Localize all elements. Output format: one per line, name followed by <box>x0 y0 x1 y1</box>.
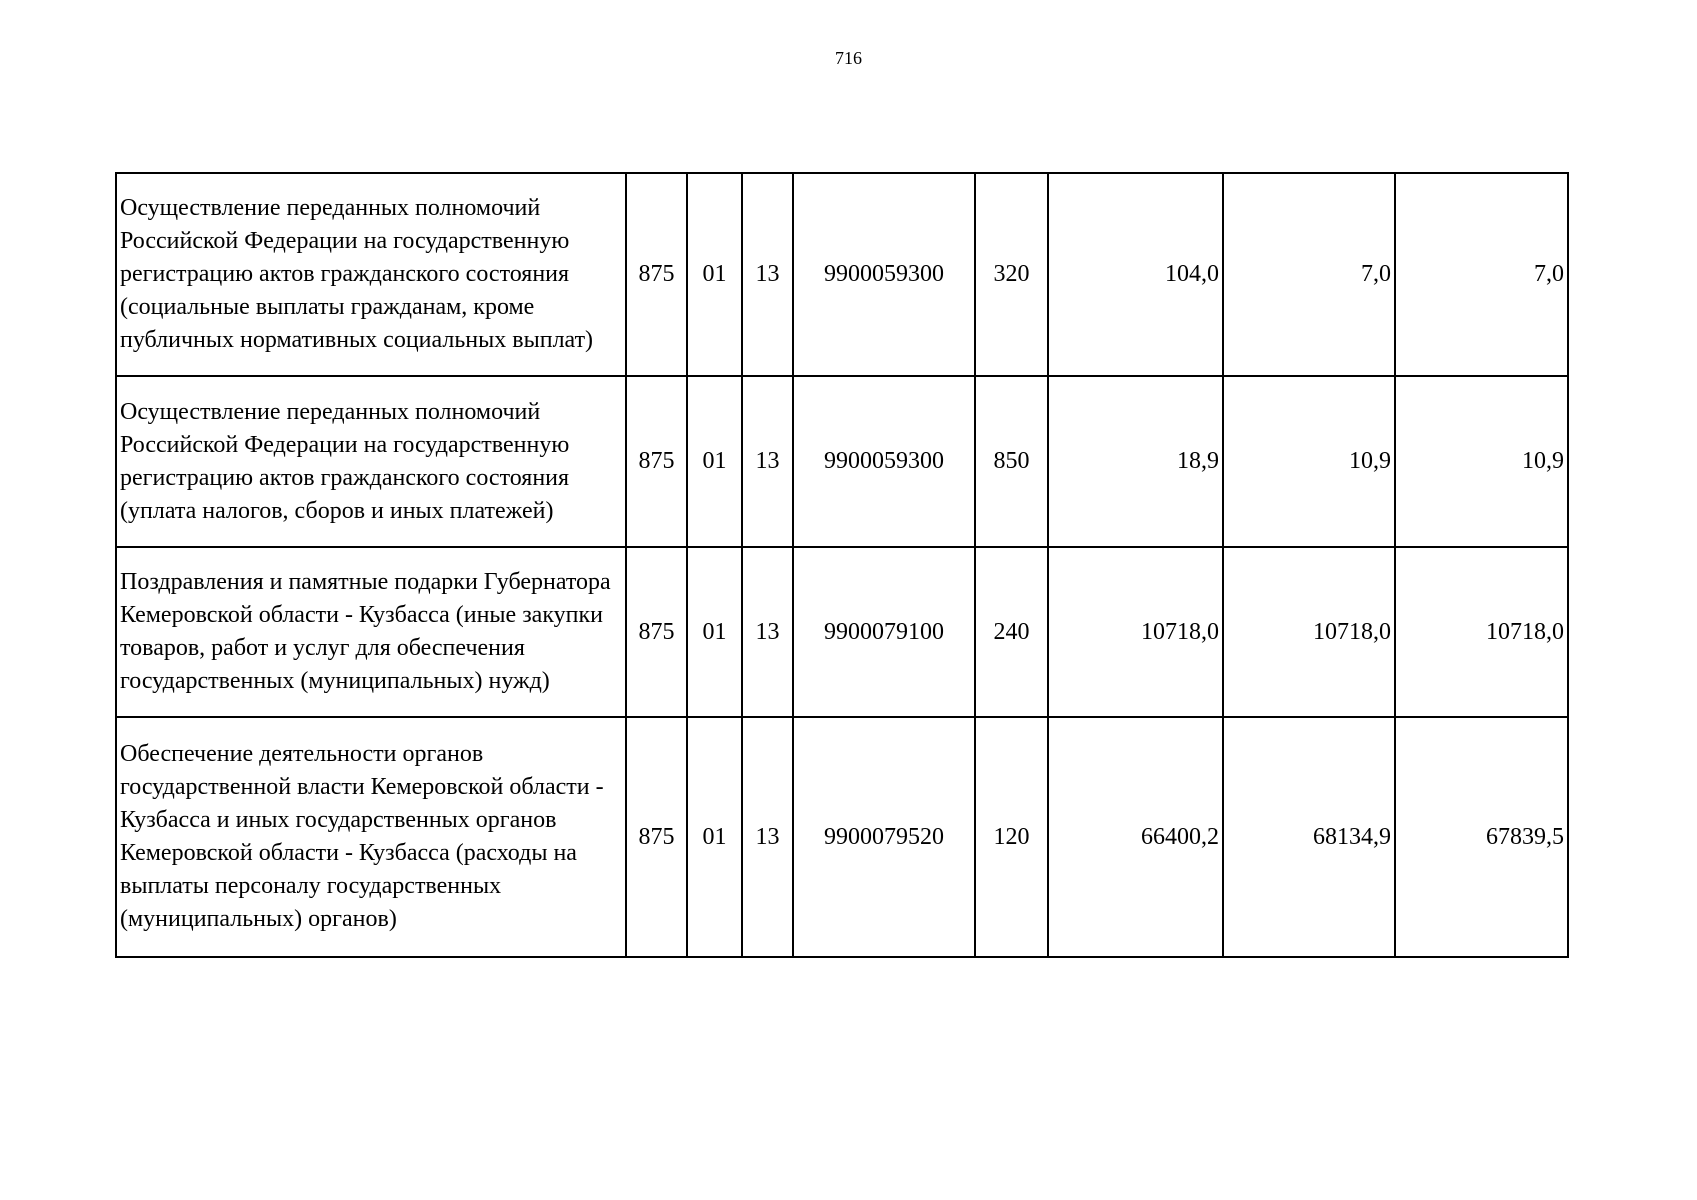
expense-type-code: 320 <box>975 173 1048 376</box>
budget-table <box>115 172 1569 958</box>
ministry-code: 875 <box>626 376 687 547</box>
target-article-code: 9900079520 <box>793 717 975 957</box>
amount-year-2: 10,9 <box>1223 376 1395 547</box>
subsection-code: 13 <box>742 547 793 717</box>
expense-type-code: 240 <box>975 547 1048 717</box>
subsection-code: 13 <box>742 717 793 957</box>
target-article-code: 9900059300 <box>793 376 975 547</box>
amount-year-3: 10,9 <box>1395 376 1568 547</box>
amount-year-1: 66400,2 <box>1048 717 1223 957</box>
table-row <box>116 173 1568 376</box>
row-description: Обеспечение деятельности органов государственной власти Кемеровской области - Кузбасса и иных государственных органов Кемеровской области - Кузбасса (расходы на выплаты персоналу государственных (муниципальных) органов) <box>116 717 626 957</box>
amount-year-1: 18,9 <box>1048 376 1223 547</box>
target-article-code: 9900079100 <box>793 547 975 717</box>
amount-year-1: 10718,0 <box>1048 547 1223 717</box>
amount-year-2: 68134,9 <box>1223 717 1395 957</box>
subsection-code: 13 <box>742 376 793 547</box>
table-row <box>116 547 1568 717</box>
ministry-code: 875 <box>626 173 687 376</box>
table-row <box>116 717 1568 957</box>
section-code: 01 <box>687 547 742 717</box>
row-description: Осуществление переданных полномочий Российской Федерации на государственную регистрацию актов гражданского состояния (уплата налогов, сборов и иных платежей) <box>116 376 626 547</box>
row-description: Поздравления и памятные подарки Губернатора Кемеровской области - Кузбасса (иные закупки товаров, работ и услуг для обеспечения государственных (муниципальных) нужд) <box>116 547 626 717</box>
ministry-code: 875 <box>626 717 687 957</box>
page-number: 716 <box>835 48 862 68</box>
table-row <box>116 376 1568 547</box>
subsection-code: 13 <box>742 173 793 376</box>
ministry-code: 875 <box>626 547 687 717</box>
target-article-code: 9900059300 <box>793 173 975 376</box>
row-description: Осуществление переданных полномочий Российской Федерации на государственную регистрацию актов гражданского состояния (социальные выплаты гражданам, кроме публичных нормативных социальных выплат) <box>116 173 626 376</box>
amount-year-3: 67839,5 <box>1395 717 1568 957</box>
expense-type-code: 850 <box>975 376 1048 547</box>
amount-year-3: 7,0 <box>1395 173 1568 376</box>
section-code: 01 <box>687 173 742 376</box>
amount-year-2: 7,0 <box>1223 173 1395 376</box>
amount-year-2: 10718,0 <box>1223 547 1395 717</box>
amount-year-3: 10718,0 <box>1395 547 1568 717</box>
amount-year-1: 104,0 <box>1048 173 1223 376</box>
section-code: 01 <box>687 376 742 547</box>
section-code: 01 <box>687 717 742 957</box>
expense-type-code: 120 <box>975 717 1048 957</box>
